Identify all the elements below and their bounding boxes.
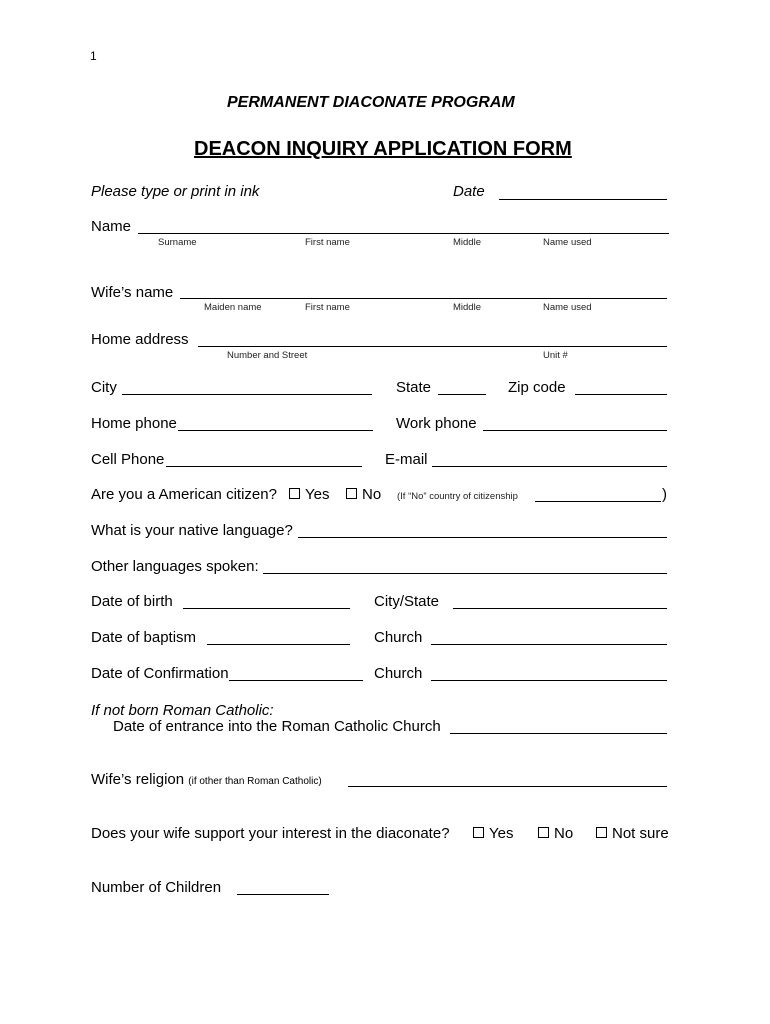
citizenship-field[interactable] bbox=[535, 501, 661, 502]
email-label: E-mail bbox=[385, 451, 428, 468]
checkbox-icon bbox=[596, 827, 607, 838]
wife-first-name-caption: First name bbox=[305, 302, 350, 313]
home-address-field[interactable] bbox=[198, 346, 667, 347]
entrance-field[interactable] bbox=[450, 733, 667, 734]
confirmation-label: Date of Confirmation bbox=[91, 665, 229, 682]
children-field[interactable] bbox=[237, 894, 329, 895]
home-phone-label: Home phone bbox=[91, 415, 177, 432]
instruction: Please type or print in ink bbox=[91, 183, 260, 200]
citizen-yes-checkbox[interactable] bbox=[289, 486, 329, 504]
wife-name-label: Wife’s name bbox=[91, 284, 174, 301]
checkbox-icon bbox=[289, 488, 300, 499]
no-label: No bbox=[554, 825, 574, 842]
yes-label: Yes bbox=[305, 486, 330, 503]
state-label: State bbox=[396, 379, 432, 396]
home-address-label: Home address bbox=[91, 331, 189, 348]
baptism-church-field[interactable] bbox=[431, 644, 667, 645]
support-not-sure-checkbox[interactable] bbox=[596, 825, 669, 843]
form-title: DEACON INQUIRY APPLICATION FORM bbox=[194, 138, 572, 160]
home-phone-field[interactable] bbox=[178, 430, 373, 431]
cell-phone-label: Cell Phone bbox=[91, 451, 165, 468]
wife-name-field[interactable] bbox=[180, 298, 667, 299]
wife-religion-label: Wife’s religion bbox=[91, 771, 185, 788]
confirmation-church-field[interactable] bbox=[431, 680, 667, 681]
zip-label: Zip code bbox=[508, 379, 566, 396]
work-phone-field[interactable] bbox=[483, 430, 667, 431]
not-born-heading: If not born Roman Catholic: bbox=[91, 702, 274, 719]
baptism-label: Date of baptism bbox=[91, 629, 197, 646]
cell-phone-field[interactable] bbox=[166, 466, 362, 467]
wife-religion-field[interactable] bbox=[348, 786, 667, 787]
date-field[interactable] bbox=[499, 199, 667, 200]
program-title: PERMANENT DIACONATE PROGRAM bbox=[227, 94, 515, 111]
yes-label: Yes bbox=[489, 825, 514, 842]
checkbox-icon bbox=[346, 488, 357, 499]
middle-caption: Middle bbox=[453, 237, 481, 248]
children-label: Number of Children bbox=[91, 879, 222, 896]
email-field[interactable] bbox=[432, 466, 667, 467]
not-sure-label: Not sure bbox=[612, 825, 669, 842]
confirmation-church-label: Church bbox=[374, 665, 423, 682]
confirmation-field[interactable] bbox=[229, 680, 363, 681]
date-label: Date bbox=[453, 183, 485, 200]
checkbox-icon bbox=[538, 827, 549, 838]
surname-caption: Surname bbox=[158, 237, 197, 248]
citizen-no-checkbox[interactable] bbox=[346, 486, 381, 504]
closing-paren: ) bbox=[662, 486, 667, 503]
work-phone-label: Work phone bbox=[396, 415, 477, 432]
support-question: Does your wife support your interest in the diaconate? bbox=[91, 825, 450, 842]
baptism-field[interactable] bbox=[207, 644, 350, 645]
no-label: No bbox=[362, 486, 382, 503]
maiden-name-caption: Maiden name bbox=[204, 302, 262, 313]
name-field[interactable] bbox=[138, 233, 669, 234]
native-language-field[interactable] bbox=[298, 537, 667, 538]
street-caption: Number and Street bbox=[227, 350, 308, 361]
entrance-label: Date of entrance into the Roman Catholic Church bbox=[113, 718, 441, 735]
zip-field[interactable] bbox=[575, 394, 667, 395]
other-languages-field[interactable] bbox=[263, 573, 667, 574]
other-languages-label: Other languages spoken: bbox=[91, 558, 259, 575]
citizen-question: Are you a American citizen? bbox=[91, 486, 277, 503]
dob-label: Date of birth bbox=[91, 593, 173, 610]
native-language-label: What is your native language? bbox=[91, 522, 293, 539]
support-yes-checkbox[interactable] bbox=[473, 825, 513, 843]
checkbox-icon bbox=[473, 827, 484, 838]
name-label: Name bbox=[91, 218, 132, 235]
name-used-caption: Name used bbox=[543, 237, 592, 248]
wife-middle-caption: Middle bbox=[453, 302, 481, 313]
dob-field[interactable] bbox=[183, 608, 350, 609]
city-state-label: City/State bbox=[374, 593, 440, 610]
city-label: City bbox=[91, 379, 117, 396]
wife-religion-note: (if other than Roman Catholic) bbox=[188, 776, 322, 787]
page-number: 1 bbox=[90, 49, 97, 63]
state-field[interactable] bbox=[438, 394, 486, 395]
wife-name-used-caption: Name used bbox=[543, 302, 592, 313]
citizenship-note: (If “No” country of citizenship bbox=[397, 491, 518, 502]
city-field[interactable] bbox=[122, 394, 372, 395]
city-state-field[interactable] bbox=[453, 608, 667, 609]
support-no-checkbox[interactable] bbox=[538, 825, 573, 843]
first-name-caption: First name bbox=[305, 237, 350, 248]
unit-caption: Unit # bbox=[543, 350, 568, 361]
baptism-church-label: Church bbox=[374, 629, 423, 646]
